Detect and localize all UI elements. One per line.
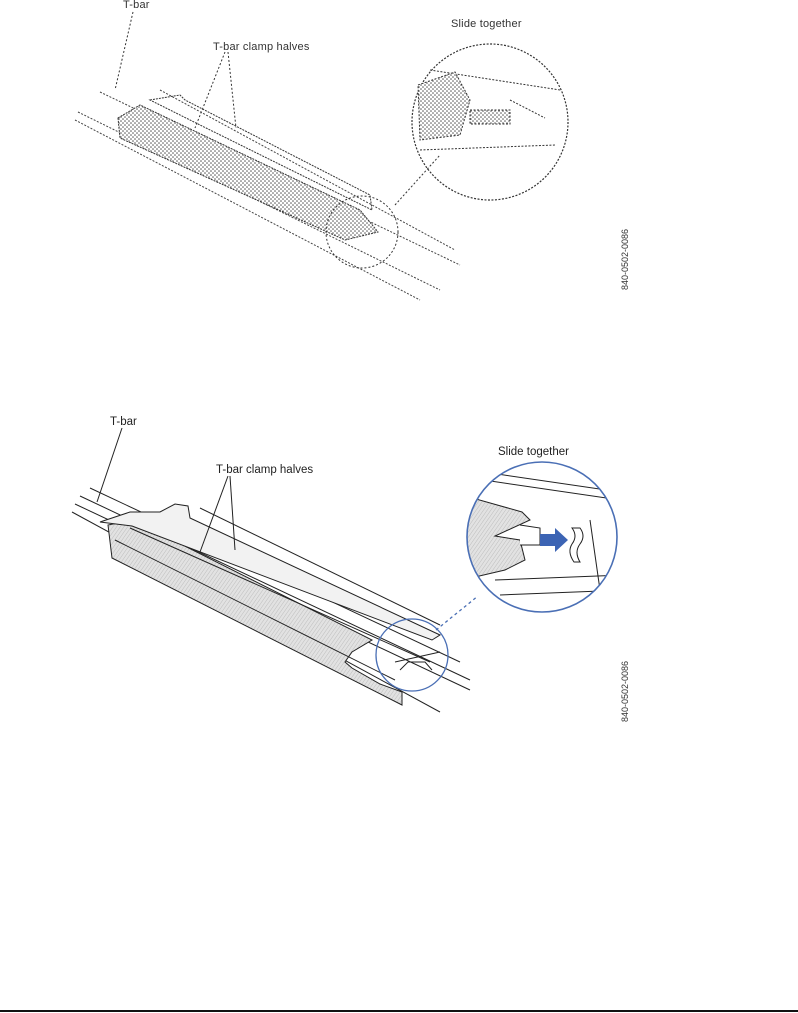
callout-leader	[436, 596, 478, 630]
callout-detail-top	[418, 70, 560, 150]
clamp-half-front	[108, 520, 402, 705]
figure-id-top: 840-0502-0086	[620, 228, 630, 290]
slide-together-label: Slide together	[498, 446, 569, 458]
clamp-halves-label: T-bar clamp halves	[216, 464, 314, 476]
tbar-clamp-diagram-dotted	[0, 0, 798, 310]
tbar-label: T-bar	[110, 416, 137, 428]
slide-together-label-top: Slide together	[451, 18, 522, 30]
diagram-svg-top	[0, 0, 798, 310]
callout-leader-top	[395, 155, 440, 205]
tbar-label-top: T-bar	[123, 0, 150, 11]
figure-id: 840-0502-0086	[620, 660, 630, 722]
tbar-clamp-diagram	[0, 400, 798, 730]
clamp-half-shape-top	[118, 105, 378, 240]
diagram-svg-bottom	[0, 400, 798, 730]
clamp-halves-label-top: T-bar clamp halves	[213, 41, 310, 53]
page-footer-rule	[0, 1010, 798, 1012]
